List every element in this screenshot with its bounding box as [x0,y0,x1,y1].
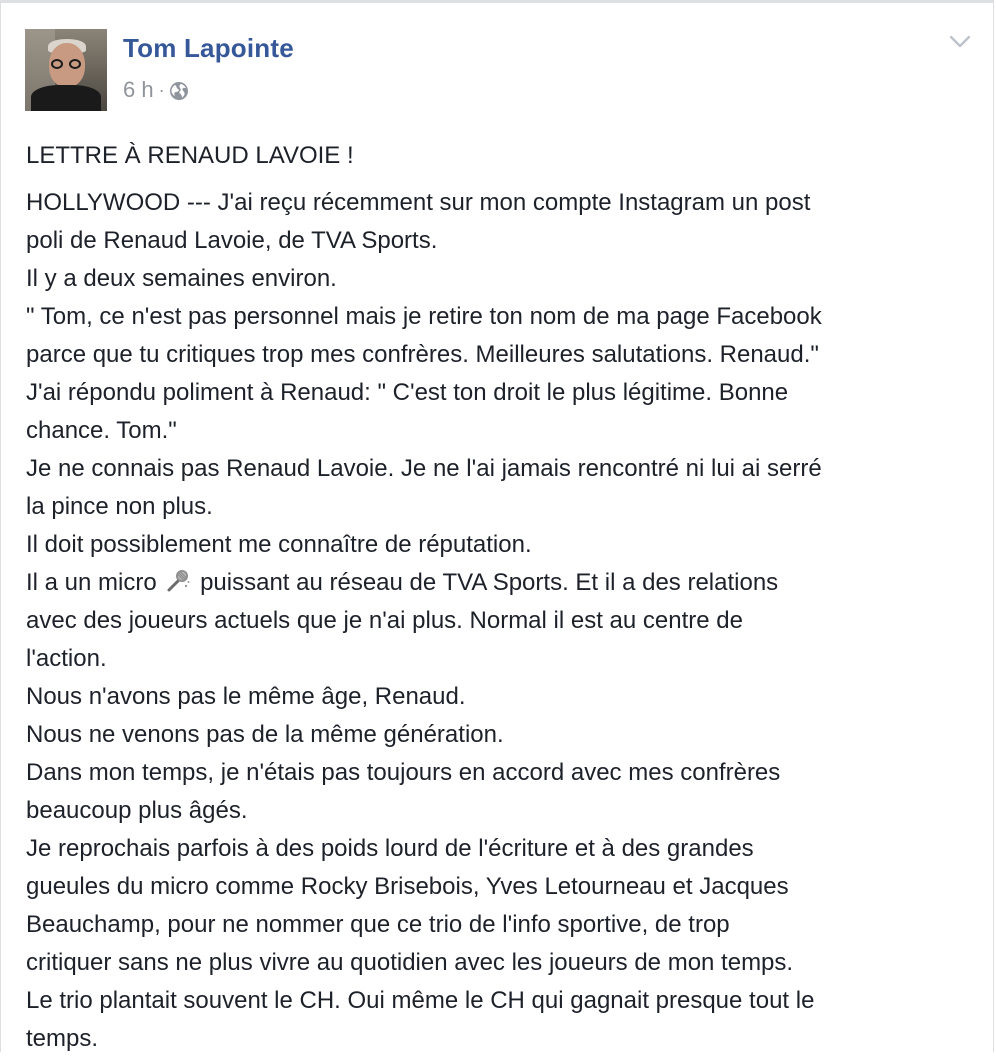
mic-line-after: puissant au réseau de TVA Sports. Et il a des relations [200,569,779,596]
post-line: chance. Tom." [26,417,177,444]
post-line: Le trio plantait souvent le CH. Oui même le CH qui gagnait presque tout le [26,987,815,1014]
post-line: beaucoup plus âgés. [26,797,248,824]
microphone-icon [165,569,191,593]
post-meta [123,77,189,103]
globe-icon[interactable] [169,81,189,101]
post-line: " Tom, ce n'est pas personnel mais je retire ton nom de ma page Facebook [26,303,822,330]
post-line: gueules du micro comme Rocky Brisebois, Yves Letourneau et Jacques [26,873,789,900]
post-line: Beauchamp, pour ne nommer que ce trio de l'info sportive, de trop [26,911,730,938]
post-line: Il doit possiblement me connaître de réputation. [26,531,532,558]
post-line: Je ne connais pas Renaud Lavoie. Je ne l'ai jamais rencontré ni lui ai serré [26,455,822,482]
post-line: J'ai répondu poliment à Renaud: " C'est ton droit le plus légitime. Bonne [26,379,789,406]
post-line: la pince non plus. [26,493,213,520]
post-line: Dans mon temps, je n'étais pas toujours en accord avec mes confrères [26,759,781,786]
post-line: Je reprochais parfois à des poids lourd de l'écriture et à des grandes [26,835,754,862]
post-line: parce que tu critiques trop mes confrères. Meilleures salutations. Renaud." [26,341,819,368]
author-name[interactable]: Tom Lapointe [123,33,294,63]
post-body [26,137,981,1058]
post-line: avec des joueurs actuels que je n'ai plus. Normal il est au centre de [26,607,743,634]
post-line-mic [26,564,981,602]
post-line: temps. [26,1025,99,1052]
post-line: Nous n'avons pas le même âge, Renaud. [26,683,466,710]
post-line: l'action. [26,645,107,672]
post-line: poli de Renaud Lavoie, de TVA Sports. [26,227,438,254]
post-line: Il y a deux semaines environ. [26,265,337,292]
post-timestamp[interactable]: 6 h [123,77,154,102]
chevron-down-icon[interactable] [949,35,971,49]
post-header [25,29,971,113]
post-line: Nous ne venons pas de la même génération. [26,721,504,748]
meta-separator: · [158,79,165,100]
post-line: critiquer sans ne plus vivre au quotidien avec les joueurs de mon temps. [26,949,794,976]
post-line: HOLLYWOOD --- J'ai reçu récemment sur mon compte Instagram un post [26,189,811,216]
post-title: LETTRE À RENAUD LAVOIE ! [26,142,354,169]
mic-line-before: Il a un micro [26,569,157,596]
avatar[interactable] [25,29,107,111]
